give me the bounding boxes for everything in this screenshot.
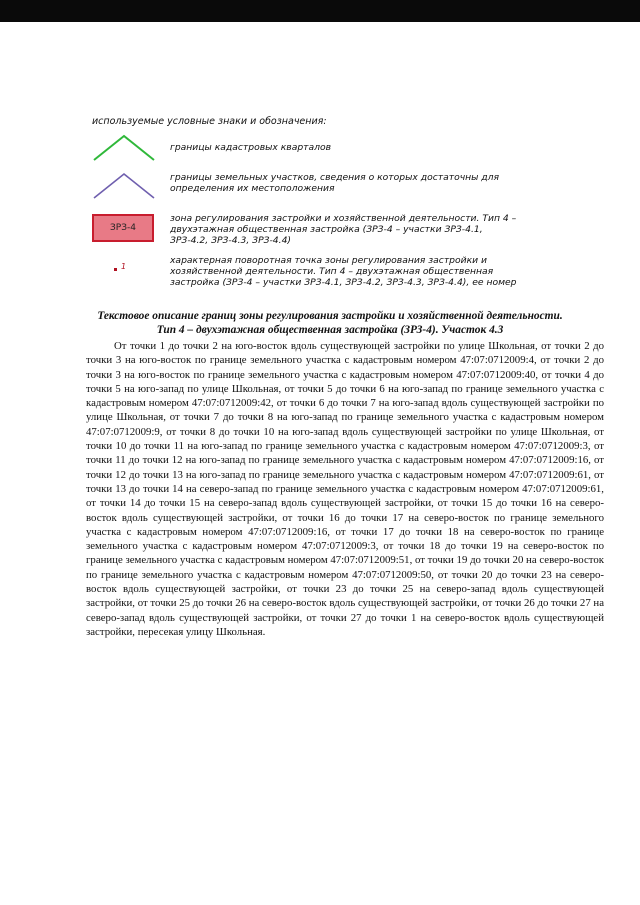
green-boundary-line-icon bbox=[92, 132, 156, 162]
turning-point-icon: 1 bbox=[114, 262, 134, 276]
legend-text: границы кадастровых кварталов bbox=[170, 142, 332, 153]
zone-swatch: ЗРЗ-4 bbox=[92, 214, 154, 242]
purple-boundary-line-icon bbox=[92, 170, 156, 200]
boundary-description: От точки 1 до точки 2 на юго-восток вдоль существующей застройки по улице Школьная, от точки 2 до точки 3 на юго-восток по границе земельного участка с кадастровым номером 47:07:0712009:4, от точки 2 до точки 3 на юго-восток по границе земельного участка с кадастровым номером 47:07:0712009:40, от точки 4 до точки 5 на юго-запад по улице Школьная, от точки 5 до точки 6 на юго-запад по границе земельного участка с кадастровым номером 47:07:0712009:42, от точки 6 до точки 7 на юго-запад вдоль существующей застройки по улице Школьная, от точки 7 до точки 8 на юго-запад по границе земельного участка с кадастровым номером 47:07:0712009:9, от точки 8 до точки 10 на юго-запад вдоль существующей застройки по улице Школьная, от точки 10 до точки 11 на юго-запад по границе земельного участка с кадастровым номером 47:07:0712009:3, от точки 11 до точки 12 на юго-запад по границе земельного участка с кадастровым номером 47:07:0712009:16, от точки 12 до точки 13 на юго-запад по границе земельного участка с кадастровым номером 47:07:0712009:61, от точки 13 до точки 14 на северо-запад по границе земельного участка с кадастровым номером 47:07:0712009:61, от точки 14 до точки 15 на северо-запад вдоль существующей застройки, от точки 15 до точки 16 на северо-восток вдоль существующей застройки, от точки 16 до точки 17 на северо-восток по границе земельного участка с кадастровым номером 47:07:0712009:16, от точки 17 до точки 18 на северо-восток по границе земельного участка с кадастровым номером 47:07:0712009:3, от точки 18 до точки 19 на северо-восток по границе земельного участка с кадастровым номером 47:07:0712009:51, от точки 19 до точки 20 на северо-восток по границе земельного участка с кадастровым номером 47:07:0712009:50, от точки 20 до точки 23 на северо-восток вдоль существующей застройки, от точки 23 до точки 25 на северо-запад вдоль существующей застройки, от точки 25 до точки 26 на северо-восток вдоль существующей застройки, от точки 26 до точки 27 на северо-запад вдоль существующей застройки, от точки 27 до точки 1 на северо-восток вдоль существующей застройки, пересекая улицу Школьная. bbox=[86, 340, 604, 638]
legend-text: зона регулирования застройки и хозяйственной деятельности. Тип 4 – двухэтажная общественная застройка (ЗРЗ-4 – участки ЗРЗ-4.1, ЗРЗ-4.2, ЗРЗ-4.3, ЗРЗ-4.4) bbox=[170, 213, 517, 246]
legend-title: используемые условные знаки и обозначения: bbox=[92, 116, 327, 127]
legend-text: характерная поворотная точка зоны регулирования застройки и хозяйственной деятельности. Тип 4 – двухэтажная общественная застройка (ЗРЗ-4 – участки ЗРЗ-4.1, ЗРЗ-4.2, ЗРЗ-4.3, ЗРЗ-4.4), ее номер bbox=[170, 255, 517, 288]
legend-text: границы земельных участков, сведения о которых достаточны для определения их местоположения bbox=[170, 172, 500, 194]
scan-top-border bbox=[0, 0, 640, 22]
section-heading-line2: Тип 4 – двухэтажная общественная застройка (ЗРЗ-4). Участок 4.3 bbox=[156, 324, 504, 336]
section-heading-line1: Текстовое описание границ зоны регулирования застройки и хозяйственной деятельности. bbox=[97, 310, 563, 322]
